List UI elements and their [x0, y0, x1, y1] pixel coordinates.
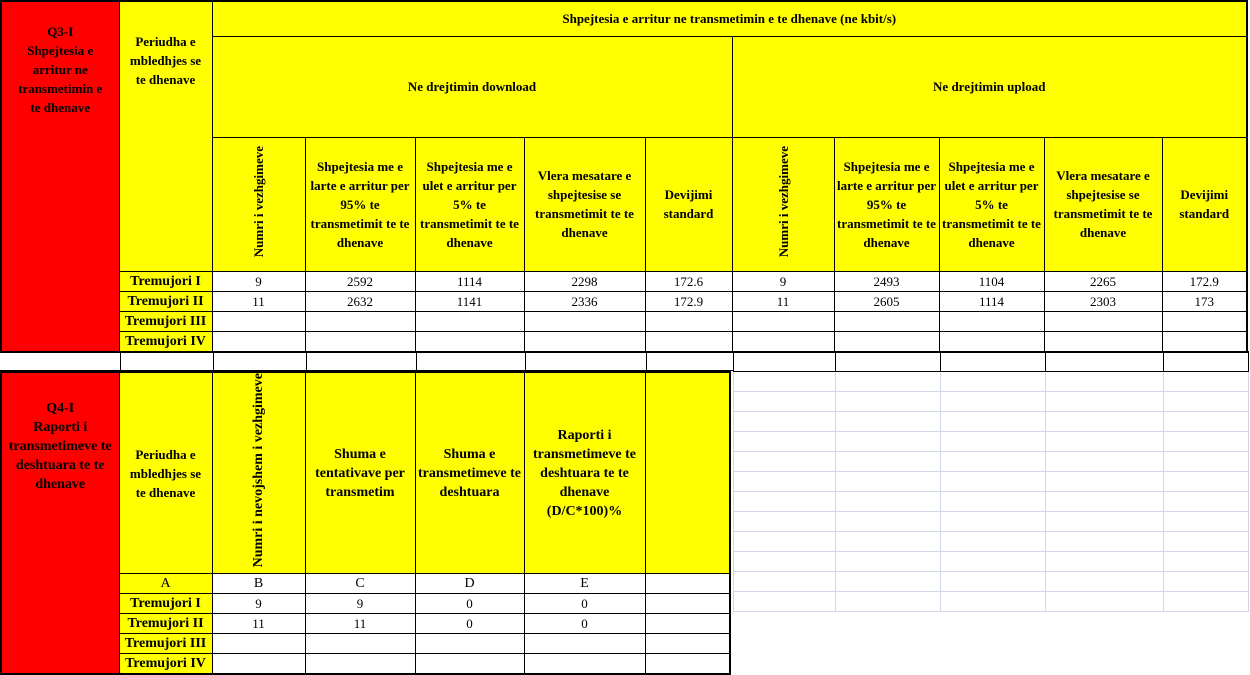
- empty-cell[interactable]: [836, 592, 941, 612]
- data-cell[interactable]: 1141: [415, 291, 524, 311]
- data-cell[interactable]: [524, 654, 645, 675]
- empty-cell[interactable]: [734, 532, 836, 552]
- grid-row: [734, 572, 1249, 592]
- data-cell[interactable]: [305, 634, 415, 654]
- empty-cell[interactable]: [1046, 392, 1164, 412]
- data-cell[interactable]: 0: [415, 594, 524, 614]
- empty-cell[interactable]: [1164, 372, 1249, 392]
- grid-row: [734, 352, 1249, 372]
- q3-title: Shpejtesia e arritur ne transmetimin e te dhenave: [18, 43, 103, 115]
- empty-cell[interactable]: [941, 372, 1046, 392]
- data-cell[interactable]: [645, 634, 730, 654]
- q3-main-header: Shpejtesia e arritur ne transmetimin e te dhenave (ne kbit/s): [212, 1, 1247, 36]
- data-cell[interactable]: [732, 331, 834, 352]
- data-cell[interactable]: [415, 654, 524, 675]
- empty-cell[interactable]: [734, 452, 836, 472]
- data-cell[interactable]: [524, 634, 645, 654]
- empty-cell[interactable]: [1046, 572, 1164, 592]
- table-row: [1, 331, 1247, 352]
- q4-period-header: Periudha e mbledhjes se te dhenave: [119, 372, 212, 574]
- empty-cell[interactable]: [836, 372, 941, 392]
- data-cell[interactable]: 11: [212, 614, 305, 634]
- empty-cell[interactable]: [734, 552, 836, 572]
- data-cell[interactable]: [212, 634, 305, 654]
- data-cell[interactable]: [415, 311, 524, 331]
- empty-cell[interactable]: [734, 572, 836, 592]
- empty-cell[interactable]: [836, 512, 941, 532]
- empty-cell[interactable]: [734, 372, 836, 392]
- q3-column-header-label: Numri i vezhgimeve: [251, 145, 266, 258]
- data-cell[interactable]: 11: [212, 291, 305, 311]
- empty-cell[interactable]: [1164, 472, 1249, 492]
- period-label: Tremujori II: [119, 291, 212, 311]
- data-cell[interactable]: [415, 634, 524, 654]
- period-label: Tremujori II: [119, 614, 212, 634]
- empty-cell[interactable]: [836, 472, 941, 492]
- q3-column-header: Shpejtesia me e larte e arritur per 95% te transmetimit te te dhenave: [834, 137, 939, 271]
- empty-cell[interactable]: [836, 492, 941, 512]
- empty-cell[interactable]: [941, 552, 1046, 572]
- data-cell[interactable]: 2303: [1044, 291, 1162, 311]
- empty-cell[interactable]: [836, 392, 941, 412]
- data-cell[interactable]: 9: [305, 594, 415, 614]
- grid-row: [734, 552, 1249, 572]
- empty-cell[interactable]: [1164, 492, 1249, 512]
- empty-cell[interactable]: [1164, 532, 1249, 552]
- grid-row: [734, 372, 1249, 392]
- data-cell[interactable]: 2265: [1044, 271, 1162, 291]
- empty-cell[interactable]: [941, 412, 1046, 432]
- data-cell[interactable]: [645, 594, 730, 614]
- empty-cell[interactable]: [1164, 352, 1249, 372]
- empty-cell[interactable]: [1046, 492, 1164, 512]
- q3-column-header: Devijimi standard: [1162, 137, 1247, 271]
- upload-header: Ne drejtimin upload: [732, 36, 1247, 137]
- q3-column-header: Shpejtesia me e larte e arritur per 95% te transmetimit te te dhenave: [305, 137, 415, 271]
- empty-cell[interactable]: [734, 352, 836, 372]
- data-cell[interactable]: [1162, 311, 1247, 331]
- period-label: Tremujori I: [119, 271, 212, 291]
- empty-cell[interactable]: [734, 412, 836, 432]
- empty-cell[interactable]: [941, 592, 1046, 612]
- data-cell[interactable]: [524, 311, 645, 331]
- data-cell[interactable]: 172.6: [645, 271, 732, 291]
- data-cell[interactable]: 0: [524, 614, 645, 634]
- period-label: Tremujori I: [119, 594, 212, 614]
- q3-column-header: Devijimi standard: [645, 137, 732, 271]
- empty-cell[interactable]: [1046, 512, 1164, 532]
- q4-failure-table: [0, 371, 731, 675]
- grid-row: [734, 532, 1249, 552]
- data-cell[interactable]: [212, 331, 305, 352]
- data-cell[interactable]: [939, 311, 1044, 331]
- empty-cell[interactable]: [734, 512, 836, 532]
- table-row: [1, 311, 1247, 331]
- empty-cell[interactable]: [836, 532, 941, 552]
- empty-cell[interactable]: [941, 492, 1046, 512]
- column-letter: B: [212, 574, 305, 594]
- data-cell[interactable]: [834, 331, 939, 352]
- q4-column-header: Shuma e transmetimeve te deshtuara: [415, 372, 524, 574]
- empty-cell[interactable]: [1046, 472, 1164, 492]
- data-cell[interactable]: [212, 654, 305, 675]
- q4-column-header: Raporti i transmetimeve te deshtuara te te dhenave (D/C*100)%: [524, 372, 645, 574]
- empty-cell[interactable]: [836, 432, 941, 452]
- empty-cell[interactable]: [941, 352, 1046, 372]
- grid-row: [734, 412, 1249, 432]
- data-cell[interactable]: 172.9: [1162, 271, 1247, 291]
- empty-cell[interactable]: [1164, 592, 1249, 612]
- empty-cell[interactable]: [1164, 512, 1249, 532]
- empty-cell[interactable]: [836, 552, 941, 572]
- empty-cell[interactable]: [1046, 432, 1164, 452]
- period-label: Tremujori IV: [119, 331, 212, 352]
- empty-cell[interactable]: [1046, 412, 1164, 432]
- grid-row: [734, 512, 1249, 532]
- q3-column-header-label: Numri i vezhgimeve: [775, 145, 791, 258]
- column-letter: C: [305, 574, 415, 594]
- q3-column-header: Vlera mesatare e shpejtesise se transmetimit te te dhenave: [524, 137, 645, 271]
- data-cell[interactable]: 11: [305, 614, 415, 634]
- data-cell[interactable]: 173: [1162, 291, 1247, 311]
- data-cell[interactable]: 1104: [939, 271, 1044, 291]
- empty-cell[interactable]: [1046, 352, 1164, 372]
- column-letter: E: [524, 574, 645, 594]
- q4-column-header: [212, 372, 305, 574]
- data-cell[interactable]: [645, 654, 730, 675]
- empty-cell[interactable]: [1164, 552, 1249, 572]
- empty-cell[interactable]: [1164, 432, 1249, 452]
- grid-row: [734, 432, 1249, 452]
- q3-column-header: [212, 137, 305, 271]
- q4-title: Raporti i transmetimeve te deshtuara te te dhenave: [8, 420, 112, 492]
- data-cell[interactable]: [305, 331, 415, 352]
- data-cell[interactable]: [645, 614, 730, 634]
- data-cell[interactable]: 1114: [939, 291, 1044, 311]
- q3-column-header: Shpejtesia me e ulet e arritur per 5% te transmetimit te te dhenave: [939, 137, 1044, 271]
- data-cell[interactable]: [1044, 331, 1162, 352]
- data-cell[interactable]: [305, 311, 415, 331]
- empty-cell[interactable]: [836, 352, 941, 372]
- q4-column-header: Shuma e tentativave per transmetim: [305, 372, 415, 574]
- data-cell[interactable]: 2592: [305, 271, 415, 291]
- empty-cell[interactable]: [1046, 532, 1164, 552]
- empty-cell[interactable]: [1046, 592, 1164, 612]
- data-cell[interactable]: [732, 311, 834, 331]
- q3-column-header: Vlera mesatare e shpejtesise se transmetimit te te dhenave: [1044, 137, 1162, 271]
- data-cell[interactable]: 2336: [524, 291, 645, 311]
- empty-cell[interactable]: [1046, 452, 1164, 472]
- empty-cell[interactable]: [836, 412, 941, 432]
- data-cell[interactable]: 2605: [834, 291, 939, 311]
- data-cell[interactable]: 1114: [415, 271, 524, 291]
- empty-cell[interactable]: [941, 392, 1046, 412]
- empty-cell[interactable]: [734, 432, 836, 452]
- data-cell[interactable]: 0: [524, 594, 645, 614]
- data-cell[interactable]: 11: [732, 291, 834, 311]
- data-cell[interactable]: 172.9: [645, 291, 732, 311]
- empty-grid: [733, 351, 1249, 612]
- q4-column-header: [645, 372, 730, 574]
- grid-row: [734, 472, 1249, 492]
- empty-cell[interactable]: [734, 592, 836, 612]
- q4-label-cell: [1, 372, 119, 674]
- period-label: Tremujori III: [119, 311, 212, 331]
- q3-code: Q3-I: [47, 24, 74, 39]
- empty-cell[interactable]: [1046, 552, 1164, 572]
- empty-cell[interactable]: [734, 392, 836, 412]
- empty-cell[interactable]: [836, 572, 941, 592]
- data-cell[interactable]: [645, 331, 732, 352]
- empty-cell[interactable]: [1164, 572, 1249, 592]
- empty-cell[interactable]: [1164, 452, 1249, 472]
- data-cell[interactable]: [645, 311, 732, 331]
- data-cell[interactable]: 9: [212, 271, 305, 291]
- blank-row: [0, 351, 734, 371]
- period-label: Tremujori IV: [119, 654, 212, 675]
- q4-column-header-label: Numri i nevojshem i vezhgimeve: [251, 373, 266, 568]
- empty-cell[interactable]: [941, 432, 1046, 452]
- column-letter: [645, 574, 730, 594]
- q3-column-header: Shpejtesia me e ulet e arritur per 5% te transmetimit te te dhenave: [415, 137, 524, 271]
- data-cell[interactable]: [415, 331, 524, 352]
- grid-row: [734, 592, 1249, 612]
- column-letter: A: [119, 574, 212, 594]
- empty-cell[interactable]: [1164, 412, 1249, 432]
- data-cell[interactable]: 2632: [305, 291, 415, 311]
- data-cell[interactable]: [834, 311, 939, 331]
- data-cell[interactable]: 2493: [834, 271, 939, 291]
- empty-cell[interactable]: [1046, 372, 1164, 392]
- empty-cell[interactable]: [734, 472, 836, 492]
- q3-period-header: Periudha e mbledhjes se te dhenave: [119, 1, 212, 271]
- grid-row: [734, 452, 1249, 472]
- empty-cell[interactable]: [734, 492, 836, 512]
- empty-cell[interactable]: [941, 532, 1046, 552]
- q3-label-cell: [1, 1, 119, 352]
- table-row: [1, 291, 1247, 311]
- data-cell[interactable]: 2298: [524, 271, 645, 291]
- grid-row: [734, 492, 1249, 512]
- empty-cell[interactable]: [1164, 392, 1249, 412]
- q4-code: Q4-I: [46, 401, 75, 416]
- empty-cell[interactable]: [941, 572, 1046, 592]
- data-cell[interactable]: [524, 331, 645, 352]
- empty-cell[interactable]: [941, 512, 1046, 532]
- data-cell[interactable]: [1044, 311, 1162, 331]
- data-cell[interactable]: [1162, 331, 1247, 352]
- grid-row: [734, 392, 1249, 412]
- data-cell[interactable]: 0: [415, 614, 524, 634]
- data-cell[interactable]: [212, 311, 305, 331]
- column-letter: D: [415, 574, 524, 594]
- q3-column-header: [732, 137, 834, 271]
- data-cell[interactable]: [305, 654, 415, 675]
- empty-cell[interactable]: [941, 472, 1046, 492]
- empty-cell[interactable]: [836, 452, 941, 472]
- data-cell[interactable]: 9: [732, 271, 834, 291]
- data-cell[interactable]: [939, 331, 1044, 352]
- download-header: Ne drejtimin download: [212, 36, 732, 137]
- empty-cell[interactable]: [941, 452, 1046, 472]
- data-cell[interactable]: 9: [212, 594, 305, 614]
- period-label: Tremujori III: [119, 634, 212, 654]
- table-row: [1, 271, 1247, 291]
